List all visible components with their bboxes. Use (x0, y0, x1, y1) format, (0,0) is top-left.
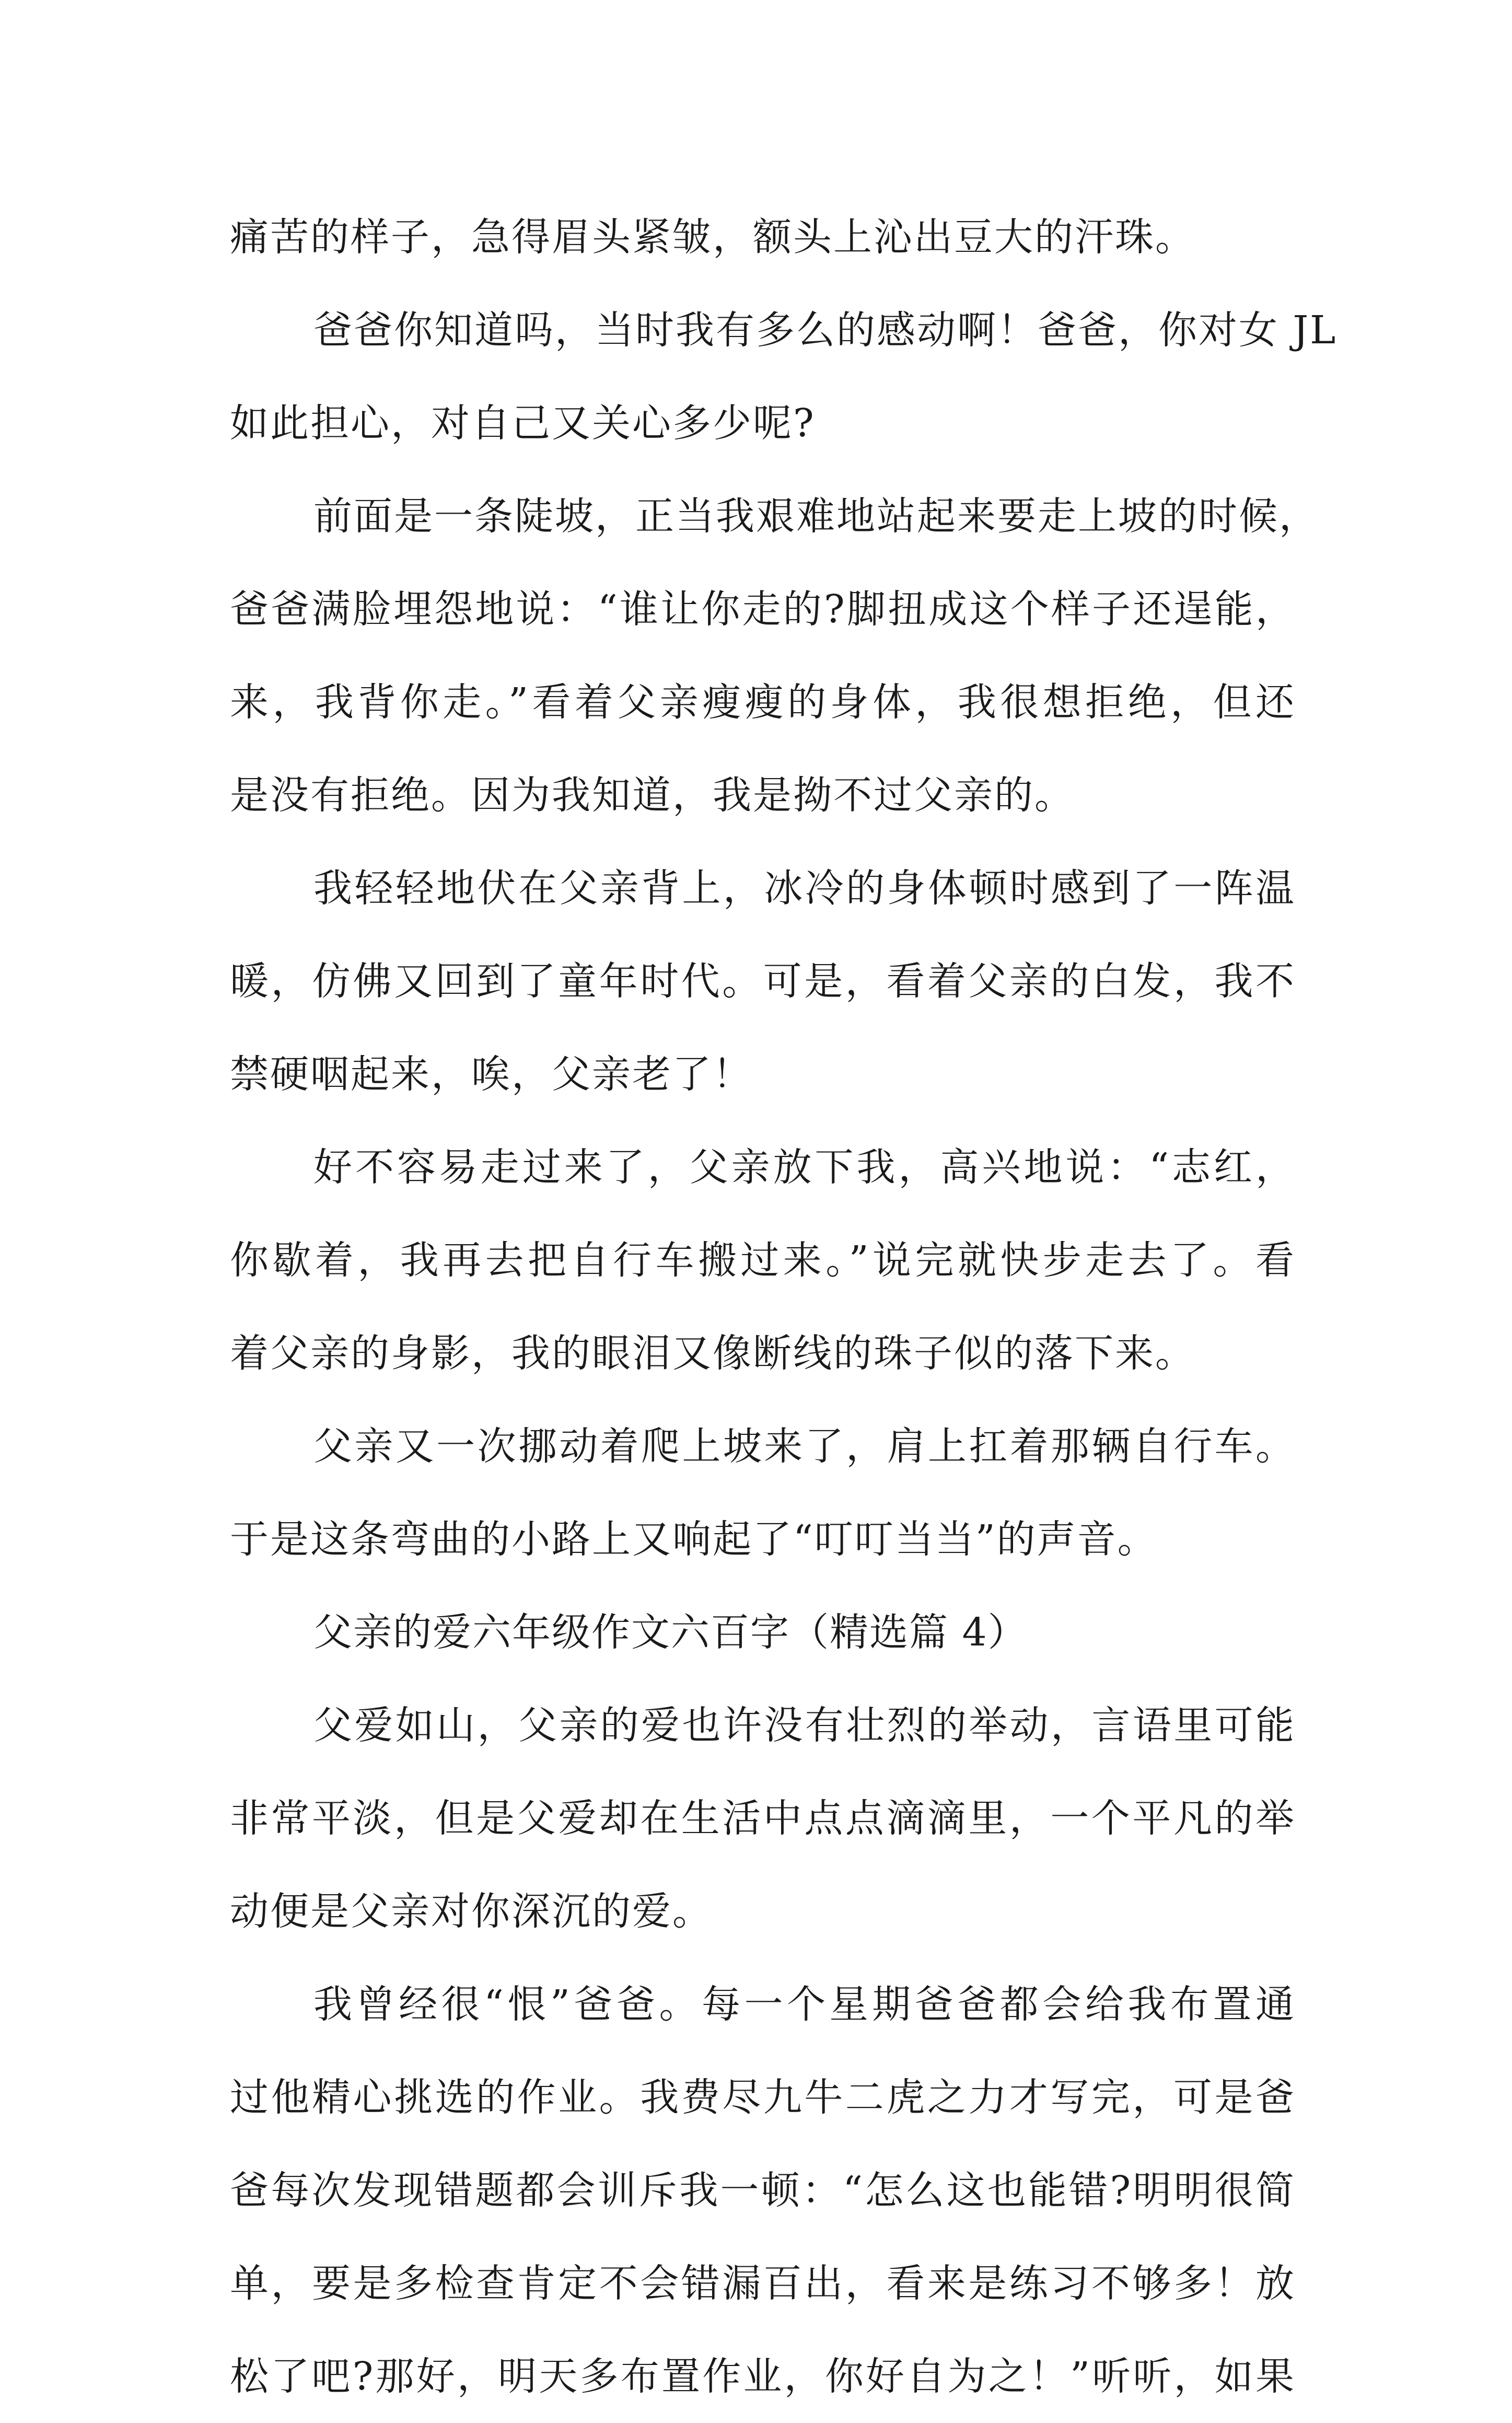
text-line: 如此担心，对自己又关心多少呢? (230, 401, 816, 446)
text-line: 单，要是多检查肯定不会错漏百出，看来是练习不够多！放 (230, 2261, 1296, 2306)
text-line: 禁硬咽起来，唉，父亲老了！ (230, 1052, 753, 1097)
paragraph-first-line: 我曾经很“恨”爸爸。每一个星期爸爸都会给我布置通 (313, 1982, 1296, 2027)
text-line: 你歇着，我再去把自行车搬过来。”说完就快步走去了。看 (230, 1238, 1296, 1283)
text-line: 非常平淡，但是父爱却在生活中点点滴滴里，一个平凡的举 (230, 1796, 1296, 1841)
paragraph-first-line: 前面是一条陡坡，正当我艰难地站起来要走上坡的时候， (313, 494, 1319, 539)
paragraph-first-line: 父亲又一次挪动着爬上坡来了，肩上扛着那辆自行车。 (313, 1424, 1296, 1469)
text-line: 暖，仿佛又回到了童年时代。可是，看着父亲的白发，我不 (230, 959, 1296, 1004)
text-line: 过他精心挑选的作业。我费尽九牛二虎之力才写完，可是爸 (230, 2075, 1296, 2120)
paragraph-first-line: 我轻轻地伏在父亲背上，冰冷的身体顿时感到了一阵温 (313, 866, 1296, 911)
paragraph-first-line: 好不容易走过来了，父亲放下我，高兴地说：“志红， (313, 1145, 1296, 1190)
paragraph-first-line: 父爱如山，父亲的爱也许没有壮烈的举动，言语里可能 (313, 1703, 1296, 1748)
text-line: 痛苦的样子，急得眉头紧皱，额头上沁出豆大的汗珠。 (230, 215, 1195, 260)
text-line: 爸爸满脸埋怨地说：“谁让你走的?脚扭成这个样子还逞能， (230, 587, 1296, 632)
text-line: 动便是父亲对你深沉的爱。 (230, 1889, 713, 1934)
text-line: 来，我背你走。”看着父亲瘦瘦的身体，我很想拒绝，但还 (230, 680, 1296, 725)
text-line: 于是这条弯曲的小路上又响起了“叮叮当当”的声音。 (230, 1517, 1158, 1562)
paragraph-first-line: 爸爸你知道吗，当时我有多么的感动啊！爸爸，你对女 JL (313, 308, 1337, 353)
section-heading: 父亲的爱六年级作文六百字（精选篇 4） (313, 1610, 1028, 1655)
text-line: 松了吧?那好，明天多布置作业，你好自为之！”听听，如果 (230, 2354, 1296, 2399)
text-line: 爸每次发现错题都会训斥我一顿：“怎么这也能错?明明很简 (230, 2168, 1296, 2213)
text-line: 着父亲的身影，我的眼泪又像断线的珠子似的落下来。 (230, 1331, 1195, 1376)
document-body (230, 191, 1337, 2423)
text-line: 是没有拒绝。因为我知道，我是拗不过父亲的。 (230, 773, 1075, 818)
